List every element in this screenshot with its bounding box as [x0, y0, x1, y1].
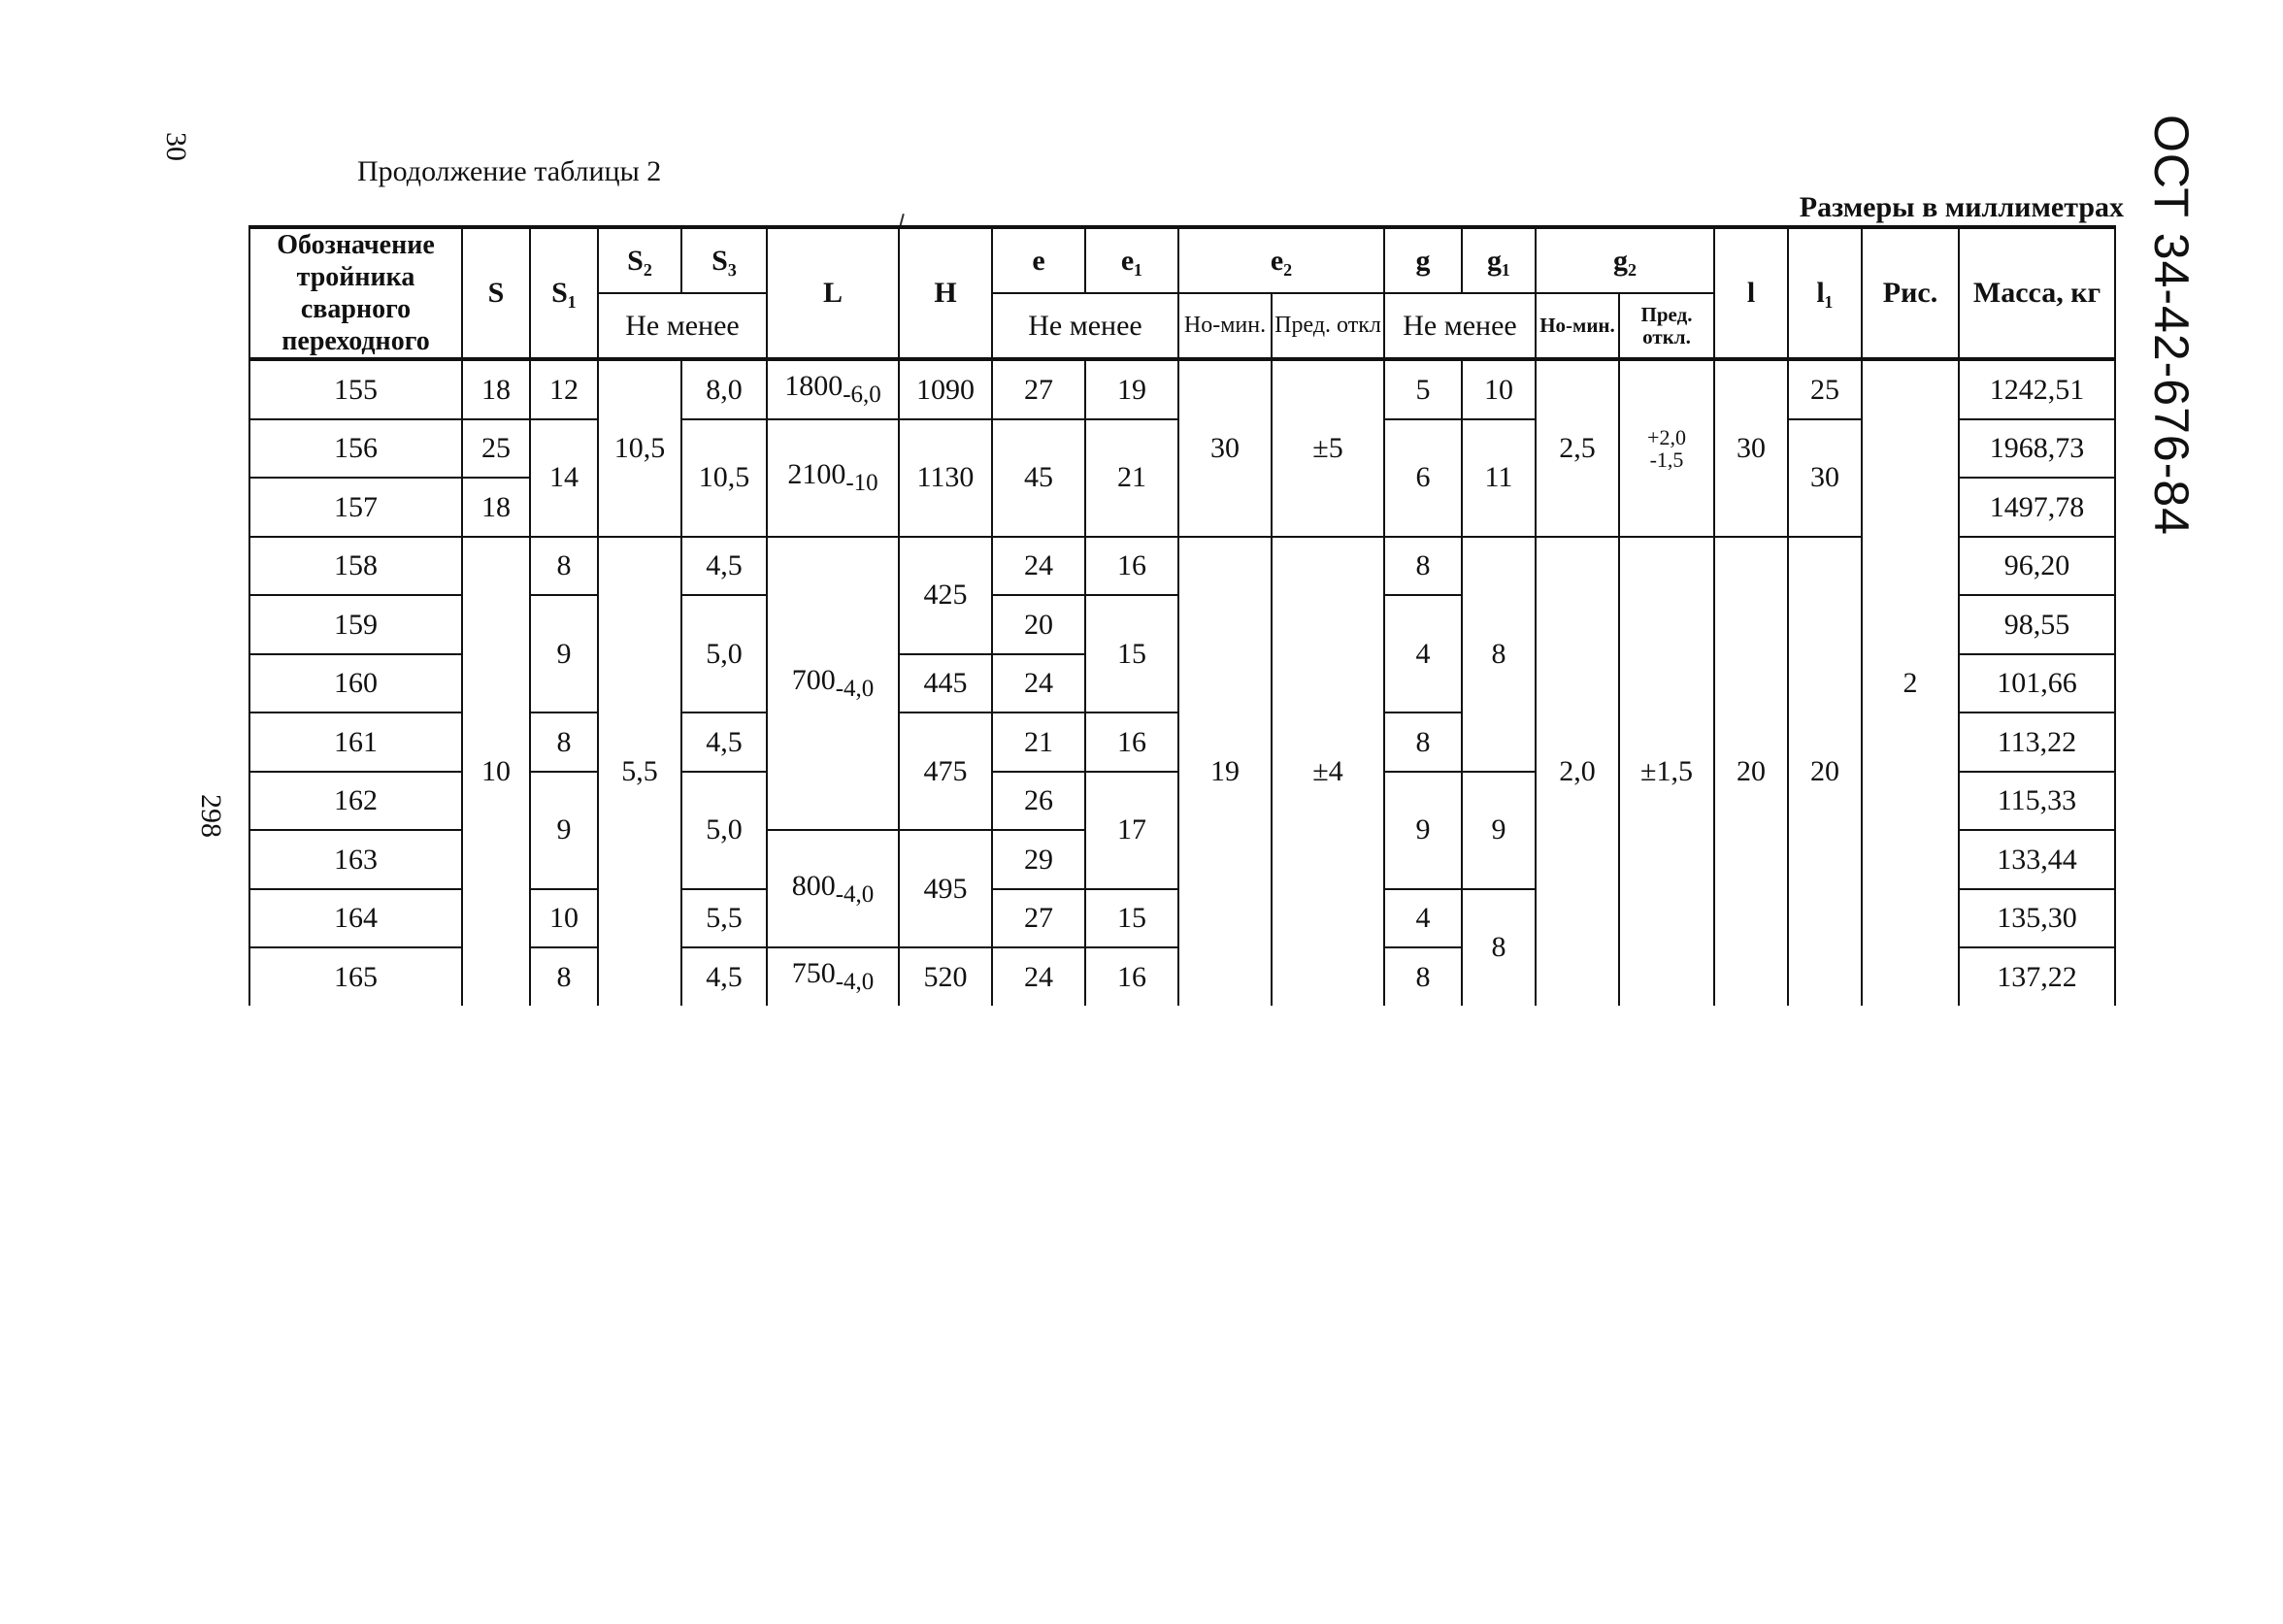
- side-page-number: 298: [195, 794, 227, 838]
- table-continuation-title: Продолжение таблицы 2: [357, 155, 662, 187]
- cell-e: 24: [992, 947, 1085, 1006]
- cell-g: 8: [1384, 947, 1462, 1006]
- cell-S3: 5,5: [681, 889, 767, 948]
- cell-g1: 8: [1462, 889, 1536, 1006]
- header-H: H: [899, 227, 992, 359]
- cell-g: 4: [1384, 889, 1462, 948]
- cell-S3: 10,5: [681, 419, 767, 537]
- cell-S: 10: [462, 537, 530, 1006]
- cell-S3: 5,0: [681, 772, 767, 889]
- cell-S: 18: [462, 478, 530, 537]
- header-g2: g₂: [1536, 227, 1714, 293]
- cell-S: 25: [462, 419, 530, 479]
- cell-g1: 11: [1462, 419, 1536, 537]
- cell-S1: 10: [530, 889, 598, 948]
- cell-L: $1800_{-6,0}$: [767, 359, 899, 419]
- cell-e: 45: [992, 419, 1085, 537]
- cell-H: 495: [899, 830, 992, 947]
- cell-l1: 30: [1788, 419, 1862, 537]
- cell-l: 20: [1714, 537, 1788, 1006]
- header-S1: S₁: [530, 227, 598, 359]
- header-e2: e₂: [1178, 227, 1384, 293]
- page-number: 30: [160, 132, 192, 161]
- cell-designation: 164: [249, 889, 462, 948]
- header-S: S: [462, 227, 530, 359]
- cell-S3: 4,5: [681, 537, 767, 596]
- header-figure: Рис.: [1862, 227, 1959, 359]
- cell-designation: 160: [249, 654, 462, 713]
- cell-l: 30: [1714, 359, 1788, 537]
- cell-L: $2100_{-10}$: [767, 419, 899, 537]
- cell-H: 445: [899, 654, 992, 713]
- cell-figure: 2: [1862, 359, 1959, 1006]
- header-L: L: [767, 227, 899, 359]
- cell-g1: 9: [1462, 772, 1536, 889]
- header-g2-nominal: Но-мин.: [1536, 293, 1619, 359]
- cell-designation: 155: [249, 359, 462, 419]
- cell-l1: 25: [1788, 359, 1862, 419]
- cell-g: 8: [1384, 537, 1462, 596]
- cell-e: 24: [992, 654, 1085, 713]
- header-l1: l₁: [1788, 227, 1862, 359]
- header-not-less-e: Не менее: [992, 293, 1178, 359]
- cell-e: 24: [992, 537, 1085, 596]
- header-designation: Обозначение тройника сварного переходного: [249, 227, 462, 359]
- cell-designation: 157: [249, 478, 462, 537]
- cell-S: 18: [462, 359, 530, 419]
- cell-H: 1130: [899, 419, 992, 537]
- cell-H: 520: [899, 947, 992, 1006]
- cell-mass: 96,20: [1959, 537, 2115, 596]
- cell-e2-nominal: 30: [1178, 359, 1272, 537]
- cell-mass: 101,66: [1959, 654, 2115, 713]
- cell-l1: 20: [1788, 537, 1862, 1006]
- cell-g: 6: [1384, 419, 1462, 537]
- cell-mass: 133,44: [1959, 830, 2115, 889]
- cell-H: 425: [899, 537, 992, 654]
- cell-S1: 9: [530, 595, 598, 713]
- cell-g2-deviation: ±1,5: [1619, 537, 1714, 1006]
- cell-H: 1090: [899, 359, 992, 419]
- cell-e: 27: [992, 359, 1085, 419]
- cell-e: 21: [992, 713, 1085, 772]
- cell-designation: 159: [249, 595, 462, 654]
- units-note: Размеры в миллиметрах: [1799, 191, 2124, 223]
- cell-e: 20: [992, 595, 1085, 654]
- cell-L: $800_{-4,0}$: [767, 830, 899, 947]
- cell-e: 27: [992, 889, 1085, 948]
- cell-g2-nominal: 2,0: [1536, 537, 1619, 1006]
- cell-e2-deviation: ±4: [1272, 537, 1384, 1006]
- cell-mass: 137,22: [1959, 947, 2115, 1006]
- cell-mass: 98,55: [1959, 595, 2115, 654]
- cell-e2-nominal: 19: [1178, 537, 1272, 1006]
- cell-S3: 4,5: [681, 947, 767, 1006]
- header-e: e: [992, 227, 1085, 293]
- cell-L: $700_{-4,0}$: [767, 537, 899, 831]
- cell-designation: 163: [249, 830, 462, 889]
- cell-S1: 8: [530, 713, 598, 772]
- document-code: ОСТ 34-42-676-84: [2144, 115, 2199, 536]
- cell-g: 9: [1384, 772, 1462, 889]
- cell-e: 29: [992, 830, 1085, 889]
- cell-designation: 162: [249, 772, 462, 831]
- cell-e: 26: [992, 772, 1085, 831]
- cell-S1: 12: [530, 359, 598, 419]
- cell-g: 4: [1384, 595, 1462, 713]
- header-g: g: [1384, 227, 1462, 293]
- cell-L: $750_{-4,0}$: [767, 947, 899, 1006]
- cell-e1: 15: [1085, 595, 1178, 713]
- cell-S1: 14: [530, 419, 598, 537]
- cell-mass: 1497,78: [1959, 478, 2115, 537]
- cell-S1: 9: [530, 772, 598, 889]
- cell-g1: 10: [1462, 359, 1536, 419]
- cell-designation: 158: [249, 537, 462, 596]
- cell-g2-nominal: 2,5: [1536, 359, 1619, 537]
- cell-mass: 115,33: [1959, 772, 2115, 831]
- cell-g: 8: [1384, 713, 1462, 772]
- cell-S3: 4,5: [681, 713, 767, 772]
- header-S3: S₃: [681, 227, 767, 293]
- header-not-less-g: Не менее: [1384, 293, 1536, 359]
- cell-designation: 165: [249, 947, 462, 1006]
- header-mass: Масса, кг: [1959, 227, 2115, 359]
- cell-H: 475: [899, 713, 992, 830]
- cell-e1: 21: [1085, 419, 1178, 537]
- header-S2: S₂: [598, 227, 681, 293]
- cell-mass: 113,22: [1959, 713, 2115, 772]
- cell-e2-deviation: ±5: [1272, 359, 1384, 537]
- cell-S2: 5,5: [598, 537, 681, 1006]
- cell-g1: 8: [1462, 537, 1536, 772]
- cell-e1: 17: [1085, 772, 1178, 889]
- header-e2-nominal: Но-мин.: [1178, 293, 1272, 359]
- cell-mass: 135,30: [1959, 889, 2115, 948]
- cell-mass: 1242,51: [1959, 359, 2115, 419]
- cell-e1: 19: [1085, 359, 1178, 419]
- header-e2-deviation: Пред. откл: [1272, 293, 1384, 359]
- cell-g2-deviation: +2,0 -1,5: [1619, 359, 1714, 537]
- cell-designation: 161: [249, 713, 462, 772]
- cell-designation: 156: [249, 419, 462, 479]
- header-g1: g₁: [1462, 227, 1536, 293]
- header-not-less-s: Не менее: [598, 293, 767, 359]
- cell-mass: 1968,73: [1959, 419, 2115, 479]
- header-l: l: [1714, 227, 1788, 359]
- cell-g: 5: [1384, 359, 1462, 419]
- cell-e1: 16: [1085, 713, 1178, 772]
- cell-S1: 8: [530, 947, 598, 1006]
- cell-e1: 16: [1085, 537, 1178, 596]
- header-e1: e₁: [1085, 227, 1178, 293]
- cell-e1: 15: [1085, 889, 1178, 948]
- cell-S1: 8: [530, 537, 598, 596]
- header-g2-deviation: Пред. откл.: [1619, 293, 1714, 359]
- cell-e1: 16: [1085, 947, 1178, 1006]
- dimensions-table: [248, 225, 2116, 1006]
- cell-S2: 10,5: [598, 359, 681, 537]
- cell-S3: 5,0: [681, 595, 767, 713]
- cell-S3: 8,0: [681, 359, 767, 419]
